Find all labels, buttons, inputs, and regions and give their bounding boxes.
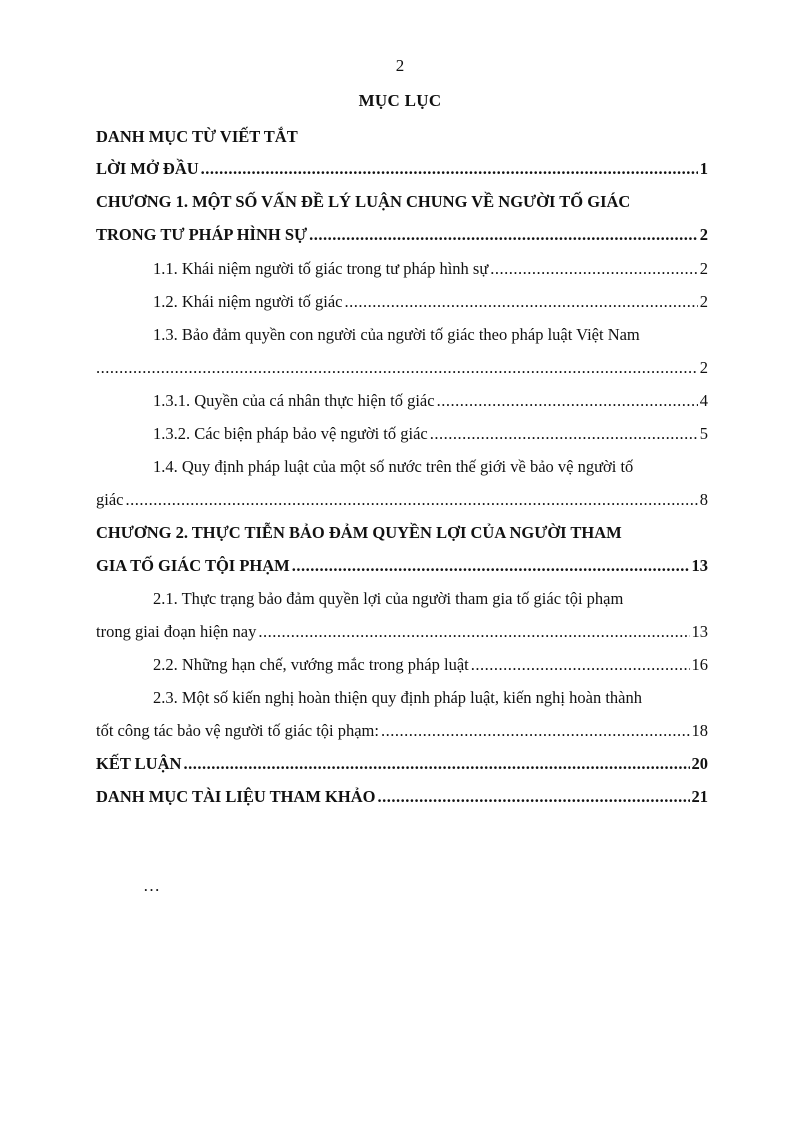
- toc-entry-2-1-line1[interactable]: 2.1. Thực trạng bảo đảm quyền lợi của người tham gia tố giác tội phạm: [153, 589, 624, 608]
- toc-page-number: 21: [691, 787, 708, 806]
- toc-page-number: 5: [699, 424, 708, 443]
- dot-leader: [183, 752, 689, 776]
- toc-page-number: 2: [699, 292, 708, 311]
- toc-entry-2-3-line2[interactable]: [96, 719, 708, 743]
- toc-page-number: 13: [691, 622, 708, 641]
- toc-entry-label: 1.3.1. Quyền của cá nhân thực hiện tố giác: [153, 391, 435, 410]
- toc-entry-2-2[interactable]: [153, 653, 708, 677]
- dot-leader: [430, 422, 698, 446]
- toc-entry-2-3-line1[interactable]: 2.3. Một số kiến nghị hoàn thiện quy định pháp luật, kiến nghị hoàn thành: [153, 688, 642, 707]
- toc-entry-label: DANH MỤC TÀI LIỆU THAM KHẢO: [96, 787, 376, 806]
- toc-entry-label: trong giai đoạn hiện nay: [96, 622, 257, 641]
- toc-entry-1-3-line1[interactable]: 1.3. Bảo đảm quyền con người của người tố giác theo pháp luật Việt Nam: [153, 325, 640, 344]
- toc-page-number: 8: [699, 490, 708, 509]
- dot-leader: [96, 356, 698, 380]
- toc-page-number: 2: [699, 259, 708, 278]
- dot-leader: [201, 157, 698, 181]
- toc-page-number: 1: [699, 159, 708, 178]
- toc-entry-1-3-line2[interactable]: [96, 356, 708, 380]
- dot-leader: [309, 223, 698, 247]
- page-number: 2: [395, 56, 405, 75]
- toc-entry-label: 2.2. Những hạn chế, vướng mắc trong pháp luật: [153, 655, 469, 674]
- toc-entry-1-1[interactable]: [153, 257, 708, 281]
- dot-leader: [292, 554, 690, 578]
- toc-page-number: 2: [699, 358, 708, 377]
- toc-entry-label: TRONG TƯ PHÁP HÌNH SỰ: [96, 225, 308, 244]
- toc-title: MỤC LỤC: [358, 91, 442, 110]
- toc-entry-label: 1.2. Khái niệm người tố giác: [153, 292, 343, 311]
- toc-page-number: 2: [699, 225, 708, 244]
- toc-page-number: 18: [691, 721, 708, 740]
- toc-entry-1-3-2[interactable]: [153, 422, 708, 446]
- toc-page-number: 13: [691, 556, 708, 575]
- toc-heading-abbreviations: DANH MỤC TỪ VIẾT TẮT: [96, 127, 298, 146]
- trailing-ellipsis: …: [143, 876, 160, 895]
- toc-entry-1-4-line1[interactable]: 1.4. Quy định pháp luật của một số nước trên thế giới về bảo vệ người tố: [153, 457, 634, 476]
- toc-entry-label: LỜI MỞ ĐẦU: [96, 159, 199, 178]
- toc-entry-chapter2-line1[interactable]: CHƯƠNG 2. THỰC TIỄN BẢO ĐẢM QUYỀN LỢI CỦA NGƯỜI THAM: [96, 523, 622, 542]
- toc-page-number: 16: [691, 655, 708, 674]
- dot-leader: [471, 653, 690, 677]
- dot-leader: [125, 488, 697, 512]
- dot-leader: [377, 785, 689, 809]
- dot-leader: [381, 719, 690, 743]
- toc-page-number: 20: [691, 754, 708, 773]
- toc-entry-label: tốt công tác bảo vệ người tố giác tội phạm:: [96, 721, 379, 740]
- toc-entry-label: 1.1. Khái niệm người tố giác trong tư pháp hình sự: [153, 259, 489, 278]
- toc-entry-label: GIA TỐ GIÁC TỘI PHẠM: [96, 556, 290, 575]
- toc-entry-2-1-line2[interactable]: [96, 620, 708, 644]
- dot-leader: [490, 257, 697, 281]
- toc-page-number: 4: [699, 391, 708, 410]
- toc-entry-1-2[interactable]: [153, 290, 708, 314]
- toc-entry-1-3-1[interactable]: [153, 389, 708, 413]
- dot-leader: [258, 620, 689, 644]
- toc-entry-references[interactable]: [96, 785, 708, 809]
- toc-entry-label: 1.3.2. Các biện pháp bảo vệ người tố giác: [153, 424, 428, 443]
- toc-entry-label: giác: [96, 490, 124, 509]
- dot-leader: [437, 389, 698, 413]
- toc-entry-label: KẾT LUẬN: [96, 754, 182, 773]
- toc-entry-1-4-line2[interactable]: [96, 488, 708, 512]
- toc-entry-chapter1-line2[interactable]: [96, 223, 708, 247]
- dot-leader: [345, 290, 698, 314]
- toc-entry-intro[interactable]: [96, 157, 708, 181]
- toc-entry-chapter1-line1[interactable]: CHƯƠNG 1. MỘT SỐ VẤN ĐỀ LÝ LUẬN CHUNG VỀ NGƯỜI TỐ GIÁC: [96, 192, 631, 211]
- toc-entry-conclusion[interactable]: [96, 752, 708, 776]
- toc-entry-chapter2-line2[interactable]: [96, 554, 708, 578]
